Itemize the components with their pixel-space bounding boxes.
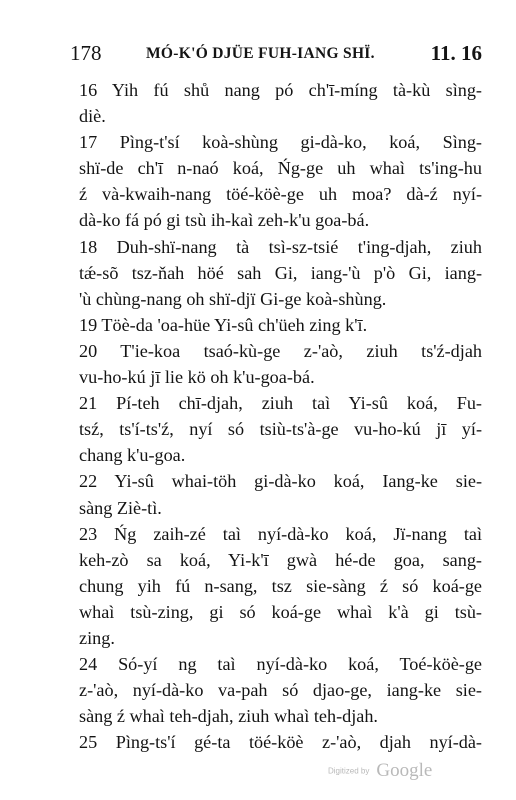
verse-line: chang k'u-goa. bbox=[79, 445, 186, 466]
verse-line: 18 Duh-shï-nang tà tsì-sz-tsié t'ing-djah, ziuh bbox=[79, 236, 482, 257]
verse-25 bbox=[79, 729, 482, 755]
verse-line: 19 Töè-da 'oa-hüe Yi-sû ch'üeh zing k'ī. bbox=[79, 314, 368, 335]
running-title: MÓ-K'Ó DJÜE FUH-IANG SHÏ. bbox=[146, 45, 375, 62]
digitization-watermark bbox=[328, 760, 432, 784]
chapter-verse-reference: 11. 16 bbox=[430, 41, 482, 65]
verse-line: 24 Só-yí ng taì nyí-dà-ko koá, Toé-köè-ge bbox=[79, 654, 482, 675]
page-number: 178 bbox=[70, 41, 102, 65]
watermark-prefix: Digitized by bbox=[328, 766, 370, 776]
verse-23 bbox=[79, 521, 482, 651]
verse-line: 17 Pìng-t'sí koà-shùng gi-dà-ko, koá, Sìng- bbox=[79, 132, 482, 153]
verse-line: 23 Ńg zaih-zé taì nyí-dà-ko koá, Jï-nang taì bbox=[79, 523, 482, 544]
verse-line: whaì tsù-zing, gi só koá-ge whaì k'à gi tsù- bbox=[79, 601, 482, 622]
verse-line: tsź, ts'í-ts'ź, nyí só tsiù-ts'à-ge vu-ho-kú jī yí- bbox=[79, 419, 482, 440]
verse-line: tǽ-sõ tsz-ňah höé sah Gi, iang-'ù p'ò Gi, iang- bbox=[79, 262, 482, 283]
verse-22 bbox=[79, 468, 482, 520]
verse-line: sàng ź whaì teh-djah, ziuh whaì teh-djah. bbox=[79, 706, 378, 727]
verse-21 bbox=[79, 390, 482, 468]
verse-line: chung yih fú n-sang, tsz sie-sàng ź só koá-ge bbox=[79, 575, 482, 596]
verse-line: ź và-kwaih-nang töé-köè-ge uh moa? dà-ź nyí- bbox=[79, 184, 482, 205]
verse-line: sàng Ziè-tì. bbox=[79, 497, 162, 518]
verse-line: diè. bbox=[79, 106, 106, 127]
verse-line: 16 Yih fú shů nang pó ch'ī-míng tà-kù sìng- bbox=[79, 80, 482, 100]
verse-line: zing. bbox=[79, 627, 115, 648]
verse-18 bbox=[79, 234, 482, 312]
verse-line: 22 Yi-sû whai-töh gi-dà-ko koá, Iang-ke sie- bbox=[79, 471, 482, 492]
verse-line: z-'aò, nyí-dà-ko va-pah só djao-ge, iang-ke sie- bbox=[79, 680, 482, 701]
verse-line: 'ù chùng-nang oh shï-djï Gi-ge koà-shùng. bbox=[79, 288, 387, 309]
verse-line: dà-ko fá pó gi tsù ih-kaì zeh-k'u goa-bá. bbox=[79, 210, 370, 231]
verse-line: 20 T'ie-koa tsaó-kù-ge z-'aò, ziuh ts'ź-djah bbox=[79, 340, 482, 361]
verse-16 bbox=[79, 77, 482, 129]
verse-line: 21 Pí-teh chī-djah, ziuh taì Yi-sû koá, Fu- bbox=[79, 393, 482, 414]
page-header bbox=[70, 40, 482, 66]
verse-line: keh-zò sa koá, Yi-k'ī gwà hé-de goa, sang- bbox=[79, 549, 482, 570]
verse-17 bbox=[79, 129, 482, 233]
verse-20 bbox=[79, 338, 482, 390]
watermark-logo: Google bbox=[376, 760, 433, 781]
verse-line: vu-ho-kú jī lie kö oh k'u-goa-bá. bbox=[79, 367, 315, 388]
verse-line: 25 Pìng-ts'í gé-ta töé-köè z-'aò, djah nyí-dà- bbox=[79, 732, 482, 753]
verse-24 bbox=[79, 651, 482, 729]
verse-text-block bbox=[79, 77, 482, 755]
verse-line: shï-de ch'ī n-naó koá, Ńg-ge uh whaì ts'ing-hu bbox=[79, 158, 482, 179]
verse-19 bbox=[79, 312, 482, 338]
